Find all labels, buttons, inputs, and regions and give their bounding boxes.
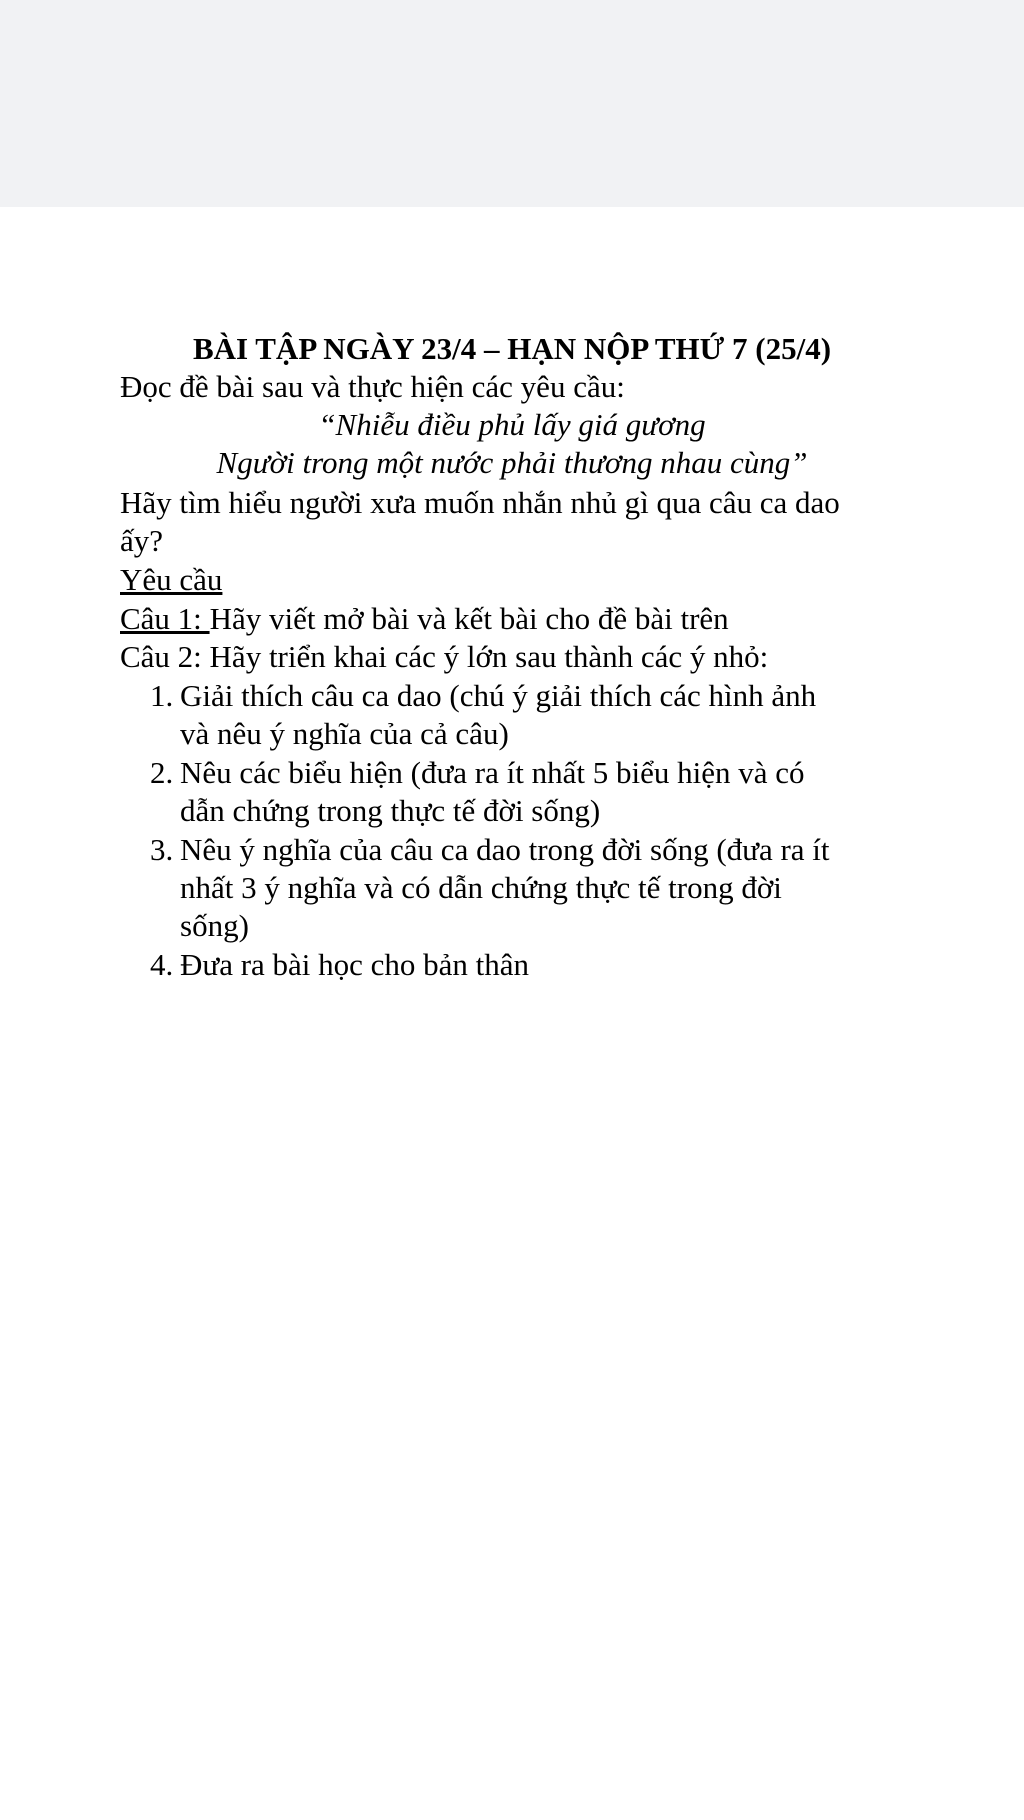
requirements-heading: Yêu cầu: [120, 562, 223, 597]
cau1-label: Câu 1:: [120, 601, 210, 636]
list-item-number: 4.: [150, 947, 174, 982]
cau1-text: Hãy viết mở bài và kết bài cho đề bài trên: [209, 601, 729, 636]
cau1: [120, 600, 729, 638]
list-item-number: 3.: [150, 832, 174, 867]
list-item-text: Nêu các biểu hiện (đưa ra ít nhất 5 biểu hiện và có: [180, 755, 805, 790]
document-title: BÀI TẬP NGÀY 23/4 – HẠN NỘP THỨ 7 (25/4): [192, 331, 832, 366]
list-item-text: Giải thích câu ca dao (chú ý giải thích các hình ảnh: [180, 678, 817, 713]
list-item-text: nhất 3 ý nghĩa và có dẫn chứng thực tế trong đời: [180, 870, 782, 905]
list-item-number: 1.: [150, 678, 174, 713]
list-item-text: sống): [180, 908, 249, 943]
cau2: Câu 2: Hãy triển khai các ý lớn sau thành các ý nhỏ:: [120, 639, 769, 674]
question-line-2: ấy?: [120, 523, 164, 558]
quote-line-2: Người trong một nước phải thương nhau cùng”: [216, 445, 808, 480]
quote-line-1: “Nhiễu điều phủ lấy giá gương: [318, 407, 706, 442]
list-item-number: 2.: [150, 755, 174, 790]
question-line-1: Hãy tìm hiểu người xưa muốn nhắn nhủ gì qua câu ca dao: [120, 485, 840, 520]
intro-text: Đọc đề bài sau và thực hiện các yêu cầu:: [120, 369, 625, 404]
list-item-text: Nêu ý nghĩa của câu ca dao trong đời sống (đưa ra ít: [180, 832, 830, 867]
list-item-text: và nêu ý nghĩa của cả câu): [180, 716, 509, 751]
list-item-text: Đưa ra bài học cho bản thân: [180, 947, 530, 982]
list-item-text: dẫn chứng trong thực tế đời sống): [180, 793, 601, 828]
